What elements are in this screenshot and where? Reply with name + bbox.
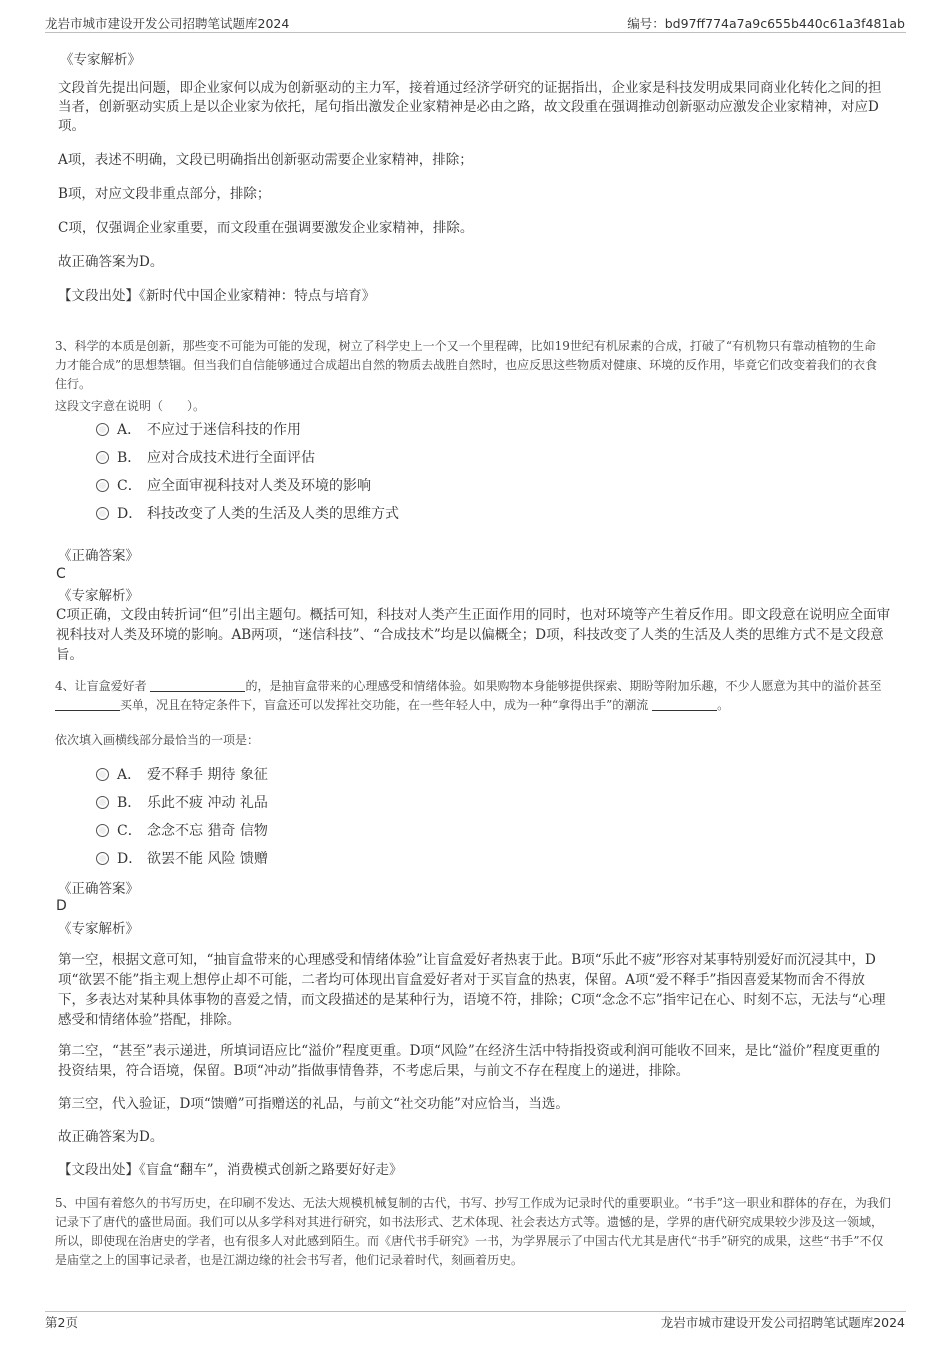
- q4-stem-part3: 买单，况且在特定条件下，盲盒还可以发挥社交功能，在一些年轻人中，成为一种“拿得出手”的潮流: [120, 698, 649, 712]
- option-text: 念念不忘 猎奇 信物: [147, 823, 268, 839]
- q4-stem-part2: 的，是抽盲盒带来的心理感受和情绪体验。如果购物本身能够提供探索、期盼等附加乐趣，不少人愿意为其中的溢价甚至: [245, 679, 882, 693]
- q2-analysis: 文段首先提出问题，即企业家何以成为创新驱动的主力军，接着通过经济学研究的证据指出，企业家是科技发明成果同商业化转化之间的担当者，创新驱动实质上是以企业家为依托，尾句指出激发企业家精神是必由之路，故文段重在强调推动创新驱动应激发企业家精神，对应D项。: [58, 80, 882, 134]
- blank-line-1: [150, 679, 245, 692]
- document-id-label: 编号：: [627, 16, 665, 31]
- option-text: 乐此不疲 冲动 礼品: [147, 795, 268, 811]
- q4-analysis-para1: 第一空，根据文意可知，“抽盲盒带来的心理感受和情绪体验”让盲盒爱好者热衷于此。B项“乐此不疲”形容对某事特别爱好而沉浸其中，D项“欲罢不能”指主观上想停止却不可能，二者均可体现出盲盒爱好者对于买盲盒的热衷，保留。A项“爱不释手”指因喜爱某物而舍不得放下，多表达对某种具体事物的喜爱之情，而文段描述的是某种行为，语境不符，排除；C项“念念不忘”指牢记在心、时刻不忘，无法与“心理感受和情绪体验”搭配，排除。: [58, 952, 886, 1028]
- q4-question: 依次填入画横线部分最恰当的一项是：: [55, 733, 260, 747]
- option-text: 不应过于迷信科技的作用: [147, 422, 301, 438]
- q4-conclusion: 故正确答案为D。: [58, 1129, 164, 1145]
- q3-stem: 3、科学的本质是创新，那些变不可能为可能的发现，树立了科学史上一个又一个里程碑，比如19世纪有机尿素的合成，打破了“有机物只有靠动植物的生命力才能合成”的思想禁锢。但当我们自信能够通过合成超出自然的物质去战胜自然时，也应反思这些物质对健康、环境的反作用，毕竟它们改变着我们的衣食住行。: [55, 339, 878, 391]
- q3-option-d[interactable]: [96, 504, 399, 524]
- q3-analysis: C项正确，文段由转折词“但”引出主题句。概括可知，科技对人类产生正面作用的同时，也对环境等产生着反作用。即文段意在说明应全面审视科技对人类及环境的影响。AB两项，“迷信科技”、“合成技术”均是以偏概全；D项，科技改变了人类的生活及人类的思维方式不是文段意旨。: [56, 607, 891, 663]
- radio-icon[interactable]: [96, 852, 109, 865]
- radio-icon[interactable]: [96, 768, 109, 781]
- q3-option-c[interactable]: [96, 476, 371, 496]
- q2-conclusion: 故正确答案为D。: [58, 254, 164, 270]
- q3-answer-title: 《正确答案》: [58, 548, 139, 564]
- q4-option-d[interactable]: [96, 849, 268, 869]
- option-text: 应对合成技术进行全面评估: [147, 450, 315, 466]
- document-id: [627, 14, 905, 32]
- q4-answer-title: 《正确答案》: [58, 881, 139, 897]
- radio-icon[interactable]: [96, 796, 109, 809]
- q4-analysis-para2: 第二空，“甚至”表示递进，所填词语应比“溢价”程度更重。D项“风险”在经济生活中特指投资或利润可能收不回来，是比“溢价”程度更重的投资结果，符合语境，保留。B项“冲动”指做事情鲁莽，不考虑后果，与前文不存在程度上的递进，排除。: [58, 1043, 881, 1079]
- q3-analysis-title: 《专家解析》: [58, 588, 139, 604]
- radio-icon[interactable]: [96, 507, 109, 520]
- footer-title: 龙岩市城市建设开发公司招聘笔试题库2024: [660, 1315, 905, 1330]
- q4-stem-part4: 。: [717, 698, 730, 712]
- q2-source: 【文段出处】《新时代中国企业家精神：特点与培育》: [58, 288, 376, 304]
- option-text: 爱不释手 期待 象征: [147, 767, 268, 783]
- q4-option-a[interactable]: [96, 765, 268, 785]
- radio-icon[interactable]: [96, 423, 109, 436]
- q3-option-b[interactable]: [96, 448, 315, 468]
- q3-question: 这段文字意在说明（ ）。: [55, 399, 206, 413]
- radio-icon[interactable]: [96, 479, 109, 492]
- option-text: 应全面审视科技对人类及环境的影响: [147, 478, 371, 494]
- radio-icon[interactable]: [96, 451, 109, 464]
- q4-stem: [55, 677, 888, 715]
- q4-answer: D: [56, 898, 67, 914]
- q2-option-a-analysis: A项，表述不明确，文段已明确指出创新驱动需要企业家精神，排除；: [58, 152, 473, 168]
- header-title: 龙岩市城市建设开发公司招聘笔试题库2024: [45, 16, 290, 31]
- option-label: D．: [117, 506, 143, 522]
- document-id-code: bd97ff774a7a9c655b440c61a3f481ab: [664, 16, 905, 31]
- option-text: 科技改变了人类的生活及人类的思维方式: [147, 506, 399, 522]
- option-label: B．: [117, 795, 142, 811]
- q3-answer: C: [56, 566, 66, 582]
- radio-icon[interactable]: [96, 824, 109, 837]
- footer-rule: [45, 1311, 906, 1312]
- option-label: B．: [117, 450, 142, 466]
- option-text: 欲罢不能 风险 馈赠: [147, 851, 268, 867]
- q4-analysis-para3: 第三空，代入验证，D项“馈赠”可指赠送的礼品，与前文“社交功能”对应恰当，当选。: [58, 1096, 569, 1112]
- page-number: 第2页: [45, 1315, 78, 1330]
- option-label: C．: [117, 823, 142, 839]
- blank-line-3: [652, 698, 717, 711]
- q4-analysis-title: 《专家解析》: [58, 921, 139, 937]
- option-label: A．: [117, 422, 142, 438]
- option-label: D．: [117, 851, 143, 867]
- q2-option-c-analysis: C项，仅强调企业家重要，而文段重在强调要激发企业家精神，排除。: [58, 220, 474, 236]
- q2-option-b-analysis: B项，对应文段非重点部分，排除；: [58, 186, 271, 202]
- q2-analysis-title: 《专家解析》: [60, 52, 141, 68]
- q3-option-a[interactable]: [96, 420, 301, 440]
- blank-line-2: [55, 698, 120, 711]
- header-rule: [45, 32, 906, 33]
- q4-source: 【文段出处】《盲盒“翻车”，消费模式创新之路要好好走》: [58, 1162, 403, 1178]
- q4-option-c[interactable]: [96, 821, 268, 841]
- option-label: A．: [117, 767, 142, 783]
- q5-stem: 5、中国有着悠久的书写历史，在印刷不发达、无法大规模机械复制的古代，书写、抄写工作成为记录时代的重要职业。“书手”这一职业和群体的存在，为我们记录下了唐代的盛世局面。我们可以从多学科对其进行研究，如书法形式、艺术体现、社会表达方式等。遗憾的是，学界的唐代研究成果较少涉及这一领域，所以，即使现在治唐史的学者，也有很多人对此感到陌生。而《唐代书手研究》一书，为学界展示了中国古代尤其是唐代“书手”研究的成果，这些“书手”不仅是庙堂之上的国事记录者，也是江湖边缘的社会书写者，他们记录着时代，刻画着历史。: [55, 1196, 891, 1267]
- option-label: C．: [117, 478, 142, 494]
- q4-option-b[interactable]: [96, 793, 268, 813]
- q4-stem-part1: 4、让盲盒爱好者: [55, 679, 147, 693]
